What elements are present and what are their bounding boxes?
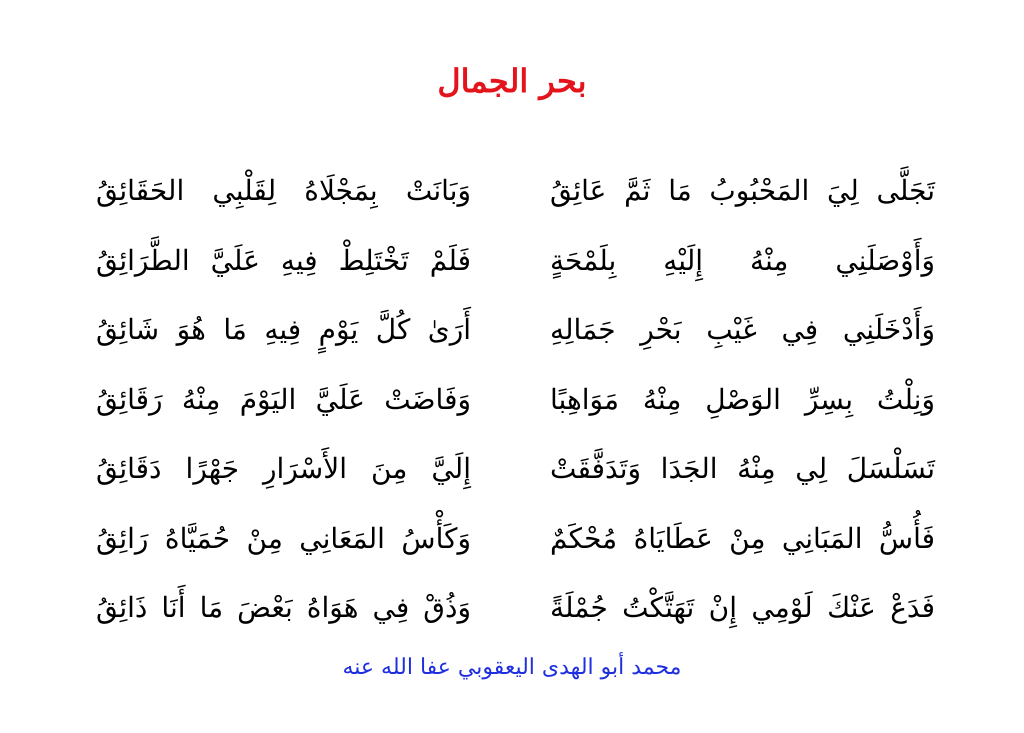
verse-first-hemistich: فَأُسُّ المَبَانِي مِنْ عَطَايَاهُ مُحْكَمٌ	[550, 521, 935, 555]
verse-first-hemistich: فَدَعْ عَنْكَ لَوْمِي إِنْ تَهَتَّكْتُ جُمْلَةً	[550, 591, 935, 624]
verse-second-hemistich: وَذُقْ فِي هَوَاهُ بَعْضَ مَا أَنَا ذَائِقُ	[96, 591, 471, 624]
verse-first-hemistich: وَنِلْتُ بِسِرِّ الوَصْلِ مِنْهُ مَوَاهِبًا	[550, 382, 935, 416]
verse-first-hemistich: وَأَدْخَلَنِي فِي غَيْبِ بَحْرِ جَمَالِهِ	[550, 313, 935, 346]
verse-row	[0, 364, 1024, 434]
verse-row	[0, 503, 1024, 573]
verse-second-hemistich: إِلَيَّ مِنَ الأَسْرَارِ جَهْرًا دَقَائِقُ	[96, 452, 471, 485]
verse-first-hemistich: وَأَوْصَلَنِي مِنْهُ إِلَيْهِ بِلَمْحَةٍ	[550, 243, 935, 277]
poem-title: بحر الجمال	[437, 62, 587, 101]
verse-row	[0, 225, 1024, 295]
poet-signature: محمد أبو الهدى اليعقوبي عفا الله عنه	[342, 655, 682, 680]
verse-second-hemistich: وَفَاضَتْ عَلَيَّ اليَوْمَ مِنْهُ رَقَائِقُ	[96, 382, 471, 416]
verse-second-hemistich: وَبَانَتْ بِمَجْلَاهُ لِقَلْبِي الحَقَائِقُ	[96, 174, 471, 207]
verse-row	[0, 433, 1024, 503]
verse-row	[0, 572, 1024, 642]
verse-first-hemistich: تَجَلَّى لِيَ المَحْبُوبُ مَا ثَمَّ عَائِقُ	[550, 174, 935, 207]
verse-second-hemistich: وَكَأْسُ المَعَانِي مِنْ حُمَيَّاهُ رَائِقُ	[96, 521, 471, 555]
verse-second-hemistich: فَلَمْ تَخْتَلِطْ فِيهِ عَلَيَّ الطَّرَائِقُ	[96, 243, 471, 277]
verse-row	[0, 155, 1024, 225]
verse-second-hemistich: أَرَىٰ كُلَّ يَوْمٍ فِيهِ مَا هُوَ شَائِقُ	[96, 313, 471, 346]
verse-first-hemistich: تَسَلْسَلَ لِي مِنْهُ الجَدَا وَتَدَفَّقَتْ	[550, 452, 935, 485]
verse-row	[0, 294, 1024, 364]
verse-list	[0, 155, 1024, 642]
